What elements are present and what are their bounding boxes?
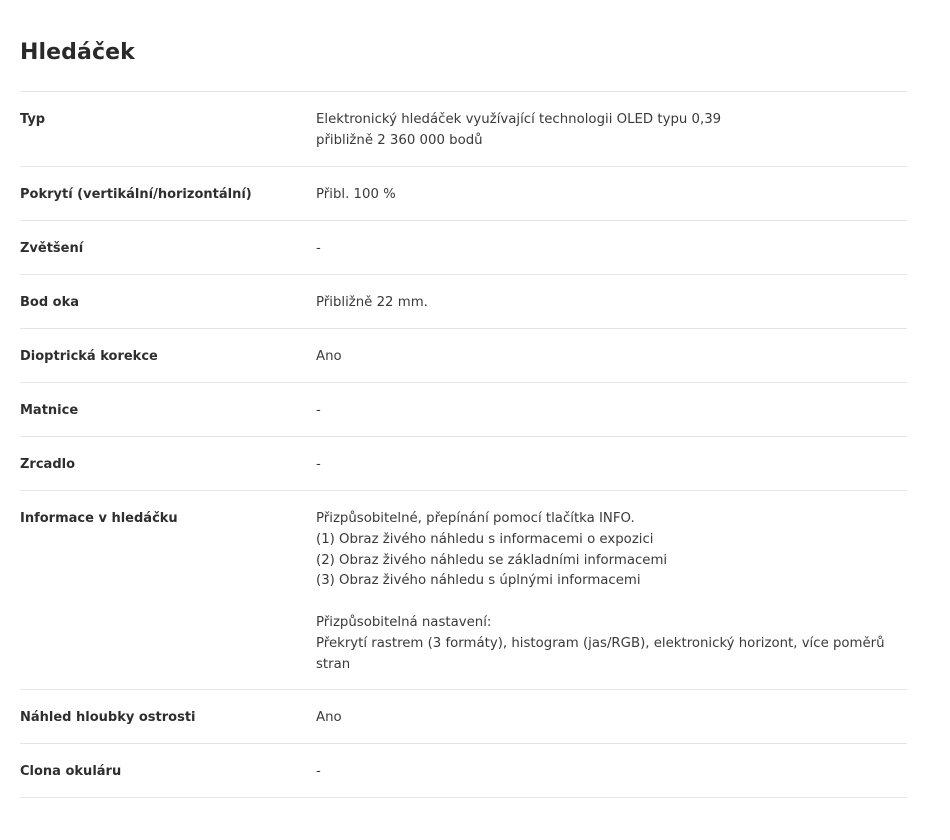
spec-row-coverage	[20, 167, 907, 221]
spec-label: Zvětšení	[20, 241, 84, 256]
spec-label: Informace v hledáčku	[20, 511, 178, 526]
spec-value	[316, 110, 907, 152]
spec-value	[316, 185, 907, 206]
spec-value-line: (2) Obraz živého náhledu se základními informacemi	[316, 552, 668, 568]
spec-value	[316, 762, 907, 783]
spec-value	[316, 509, 907, 675]
spec-value-line: Ano	[316, 349, 342, 364]
spec-value-line: (3) Obraz živého náhledu s úplnými informacemi	[316, 573, 641, 589]
spec-row-viewfinder-info	[20, 491, 907, 690]
spec-value-blank-line	[316, 592, 907, 613]
spec-row-focusing-screen	[20, 383, 907, 437]
spec-value-line: -	[316, 241, 321, 256]
spec-row-diopter	[20, 329, 907, 383]
spec-label: Zrcadlo	[20, 457, 76, 472]
spec-label: Bod oka	[20, 295, 80, 310]
spec-label: Náhled hloubky ostrosti	[20, 710, 196, 725]
spec-value-line: Překrytí rastrem (3 formáty), histogram (jas/RGB), elektronický horizont, více poměrů stran	[316, 635, 885, 672]
spec-label: Dioptrická korekce	[20, 349, 158, 364]
spec-value	[316, 293, 907, 314]
spec-row-depth-of-field-preview	[20, 690, 907, 744]
spec-label: Typ	[20, 112, 46, 127]
spec-value-line: -	[316, 403, 321, 418]
spec-value-line: Přibližně 22 mm.	[316, 295, 428, 310]
spec-value-line: Přibl. 100 %	[316, 187, 396, 202]
spec-label: Pokrytí (vertikální/horizontální)	[20, 187, 252, 202]
spec-value	[316, 401, 907, 422]
spec-value-line: -	[316, 764, 321, 779]
spec-value	[316, 455, 907, 476]
spec-value	[316, 708, 907, 729]
spec-value-line: (1) Obraz živého náhledu s informacemi o expozici	[316, 531, 654, 547]
spec-value-line: Ano	[316, 710, 342, 725]
spec-value-line: Přizpůsobitelné, přepínání pomocí tlačítka INFO.	[316, 511, 635, 526]
spec-value	[316, 347, 907, 368]
spec-row-eyepoint	[20, 275, 907, 329]
spec-row-mirror	[20, 437, 907, 491]
spec-value-line: -	[316, 457, 321, 472]
spec-table	[20, 91, 907, 798]
spec-value	[316, 239, 907, 260]
spec-row-type	[20, 92, 907, 167]
spec-row-eyepiece-shutter	[20, 744, 907, 798]
spec-label: Matnice	[20, 403, 79, 418]
section-title: Hledáček	[20, 40, 135, 65]
spec-value-line: Elektronický hledáček využívající technologii OLED typu 0,39	[316, 112, 722, 127]
spec-value-line: Přizpůsobitelná nastavení:	[316, 614, 492, 630]
spec-label: Clona okuláru	[20, 764, 122, 779]
spec-value-line: přibližně 2 360 000 bodů	[316, 132, 483, 148]
spec-row-magnification	[20, 221, 907, 275]
